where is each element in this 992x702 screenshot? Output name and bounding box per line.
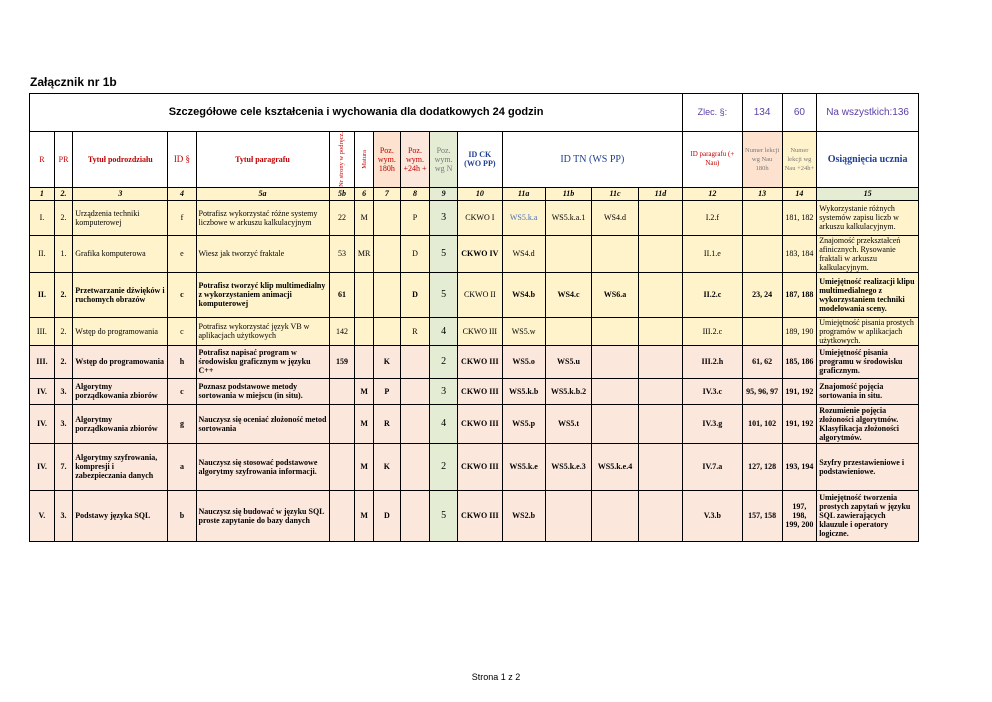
header-poz24: Poz. wym. +24h + xyxy=(400,132,429,188)
row-tn-b: WS5.k.a.1 xyxy=(545,200,592,235)
row-lesson180: 157, 158 xyxy=(742,490,782,541)
row-pr: 3. xyxy=(54,404,72,443)
row-lesson24: 181, 182 xyxy=(782,200,817,235)
row-pr: 2. xyxy=(54,317,72,345)
colnum: 13 xyxy=(742,187,782,200)
row-page xyxy=(329,378,355,404)
row-tn-b: WS5.u xyxy=(545,345,592,378)
row-tn-c xyxy=(592,317,639,345)
colnum: 12 xyxy=(683,187,742,200)
row-tn-a: WS5.w xyxy=(502,317,545,345)
row-r: I. xyxy=(30,200,55,235)
colnum: 3 xyxy=(73,187,168,200)
table-row xyxy=(30,378,919,404)
row-page: 142 xyxy=(329,317,355,345)
row-pr: 2. xyxy=(54,272,72,317)
colnum: 15 xyxy=(817,187,919,200)
colnum: 1 xyxy=(30,187,55,200)
row-subsection: Algorytmy szyfrowania, kompresji i zabezpieczania danych xyxy=(73,443,168,490)
zlec-label: Zlec. §: xyxy=(683,94,742,132)
table-row xyxy=(30,404,919,443)
row-paragraph: Potrafisz wykorzystać różne systemy liczbowe w arkuszu kalkulacyjnym xyxy=(196,200,329,235)
row-lesson180: 101, 102 xyxy=(742,404,782,443)
row-id: c xyxy=(168,317,196,345)
page-footer: Strona 1 z 2 xyxy=(471,672,521,682)
row-matura: M xyxy=(355,200,373,235)
row-page xyxy=(329,490,355,541)
row-matura: M xyxy=(355,490,373,541)
title-row xyxy=(30,94,919,132)
row-paragraph: Potrafisz wykorzystać język VB w aplikacjach użytkowych xyxy=(196,317,329,345)
colnum: 8 xyxy=(400,187,429,200)
row-tn-d xyxy=(638,272,682,317)
row-lesson180 xyxy=(742,200,782,235)
row-id: a xyxy=(168,443,196,490)
row-matura xyxy=(355,272,373,317)
row-tn-d xyxy=(638,443,682,490)
row-poz180 xyxy=(373,317,400,345)
row-matura: MR xyxy=(355,235,373,272)
row-pr: 2. xyxy=(54,345,72,378)
row-tn-d xyxy=(638,200,682,235)
table-row xyxy=(30,272,919,317)
row-subsection: Algorytmy porządkowania zbiorów xyxy=(73,378,168,404)
row-poz24 xyxy=(400,378,429,404)
row-matura: M xyxy=(355,443,373,490)
row-r: III. xyxy=(30,317,55,345)
row-poz180: R xyxy=(373,404,400,443)
header-row xyxy=(30,132,919,188)
header-subsection: Tytuł podrozdziału xyxy=(73,132,168,188)
row-lesson24: 185, 186 xyxy=(782,345,817,378)
row-matura xyxy=(355,317,373,345)
row-tn-c: WS5.k.e.4 xyxy=(592,443,639,490)
row-page: 53 xyxy=(329,235,355,272)
colnum: 11a xyxy=(502,187,545,200)
row-idck: CKWO III xyxy=(458,317,502,345)
table-row xyxy=(30,317,919,345)
row-paragraph: Potrafisz tworzyć klip multimedialny z wykorzystaniem animacji komputerowej xyxy=(196,272,329,317)
row-page: 159 xyxy=(329,345,355,378)
row-pr: 3. xyxy=(54,490,72,541)
row-achievements: Rozumienie pojęcia złożoności algorytmów. Klasyfikacja złożoności algorytmów. xyxy=(817,404,919,443)
row-poz24 xyxy=(400,443,429,490)
row-poz180 xyxy=(373,272,400,317)
row-matura: M xyxy=(355,378,373,404)
row-paragraph: Nauczysz się budować w języku SQL proste zapytanie do bazy danych xyxy=(196,490,329,541)
header-r: R xyxy=(30,132,55,188)
colnum: 6 xyxy=(355,187,373,200)
colnum: 11b xyxy=(545,187,592,200)
row-page xyxy=(329,404,355,443)
row-tn-a: WS4.b xyxy=(502,272,545,317)
colnum: 5b xyxy=(329,187,355,200)
row-r: III. xyxy=(30,345,55,378)
row-tn-d xyxy=(638,490,682,541)
zlec-value-2: 60 xyxy=(782,94,817,132)
row-tn-a: WS4.d xyxy=(502,235,545,272)
row-id-par-nau: V.3.b xyxy=(683,490,742,541)
column-number-row xyxy=(30,187,919,200)
row-id: f xyxy=(168,200,196,235)
row-id: g xyxy=(168,404,196,443)
row-pozN: 5 xyxy=(430,235,458,272)
annex-title: Załącznik nr 1b xyxy=(30,75,117,89)
row-poz24 xyxy=(400,345,429,378)
row-poz180: D xyxy=(373,490,400,541)
row-tn-a: WS2.b xyxy=(502,490,545,541)
row-paragraph: Poznasz podstawowe metody sortowania w miejscu (in situ). xyxy=(196,378,329,404)
row-id: c xyxy=(168,378,196,404)
row-tn-c xyxy=(592,490,639,541)
table-row xyxy=(30,235,919,272)
row-tn-d xyxy=(638,378,682,404)
header-id-par-nau: ID paragrafu (+ Nau) xyxy=(683,132,742,188)
row-achievements: Znajomość przekształceń afinicznych. Rysowanie fraktali w arkuszu kalkulacyjnym. xyxy=(817,235,919,272)
row-r: IV. xyxy=(30,378,55,404)
row-r: V. xyxy=(30,490,55,541)
row-poz24: R xyxy=(400,317,429,345)
row-r: IV. xyxy=(30,443,55,490)
row-achievements: Umiejętność tworzenia prostych zapytań w języku SQL zawierających klauzule i operatory logiczne. xyxy=(817,490,919,541)
row-tn-d xyxy=(638,317,682,345)
row-paragraph: Nauczysz się oceniać złożoność metod sortowania xyxy=(196,404,329,443)
row-tn-a: WS5.k.a xyxy=(502,200,545,235)
row-pozN: 4 xyxy=(430,404,458,443)
colnum: 11c xyxy=(592,187,639,200)
colnum: 10 xyxy=(458,187,502,200)
row-tn-b xyxy=(545,490,592,541)
row-subsection: Przetwarzanie dźwięków i ruchomych obrazów xyxy=(73,272,168,317)
row-tn-a: WS5.k.b xyxy=(502,378,545,404)
row-idck: CKWO III xyxy=(458,443,502,490)
row-subsection: Wstęp do programowania xyxy=(73,317,168,345)
row-pozN: 3 xyxy=(430,378,458,404)
row-tn-d xyxy=(638,235,682,272)
row-id-par-nau: IV.3.c xyxy=(683,378,742,404)
row-lesson180: 61, 62 xyxy=(742,345,782,378)
row-poz180: P xyxy=(373,378,400,404)
row-pr: 2. xyxy=(54,200,72,235)
row-lesson24: 193, 194 xyxy=(782,443,817,490)
row-page xyxy=(329,443,355,490)
row-pozN: 3 xyxy=(430,200,458,235)
row-pozN: 4 xyxy=(430,317,458,345)
row-tn-a: WS5.p xyxy=(502,404,545,443)
row-matura: M xyxy=(355,404,373,443)
row-poz24 xyxy=(400,404,429,443)
row-id-par-nau: III.2.c xyxy=(683,317,742,345)
row-paragraph: Nauczysz się stosować podstawowe algorytmy szyfrowania informacji. xyxy=(196,443,329,490)
row-achievements: Znajomość pojęcia sortowania in situ. xyxy=(817,378,919,404)
row-id-par-nau: III.2.h xyxy=(683,345,742,378)
row-tn-c xyxy=(592,345,639,378)
row-pr: 1. xyxy=(54,235,72,272)
header-page-no: Nr strony w podręcz. xyxy=(329,132,355,188)
colnum: 4 xyxy=(168,187,196,200)
row-lesson180 xyxy=(742,235,782,272)
row-lesson180: 95, 96, 97 xyxy=(742,378,782,404)
row-idck: CKWO III xyxy=(458,378,502,404)
row-id: h xyxy=(168,345,196,378)
row-poz24: P xyxy=(400,200,429,235)
row-subsection: Grafika komputerowa xyxy=(73,235,168,272)
row-lesson180: 127, 128 xyxy=(742,443,782,490)
row-lesson24: 189, 190 xyxy=(782,317,817,345)
row-idck: CKWO IV xyxy=(458,235,502,272)
row-matura xyxy=(355,345,373,378)
header-poz180: Poz. wym. 180h xyxy=(373,132,400,188)
row-r: IV. xyxy=(30,404,55,443)
table-row xyxy=(30,490,919,541)
row-lesson24: 183, 184 xyxy=(782,235,817,272)
zlec-total: Na wszystkich:136 xyxy=(817,94,919,132)
zlec-value-1: 134 xyxy=(742,94,782,132)
row-tn-b: WS5.t xyxy=(545,404,592,443)
row-id-par-nau: II.1.e xyxy=(683,235,742,272)
row-idck: CKWO III xyxy=(458,404,502,443)
row-r: II. xyxy=(30,235,55,272)
row-id: b xyxy=(168,490,196,541)
row-idck: CKWO II xyxy=(458,272,502,317)
header-idtn: ID TN (WS PP) xyxy=(502,132,683,188)
colnum: 11d xyxy=(638,187,682,200)
header-achievements: Osiągnięcia ucznia xyxy=(817,132,919,188)
row-lesson24: 197, 198, 199, 200 xyxy=(782,490,817,541)
header-lesson180: Numer lekcji wg Nau 180h xyxy=(742,132,782,188)
row-achievements: Szyfry przestawieniowe i podstawieniowe. xyxy=(817,443,919,490)
row-tn-b: WS5.k.e.3 xyxy=(545,443,592,490)
colnum: 14 xyxy=(782,187,817,200)
header-lesson24: Numer lekcji wg Nau +24h+ xyxy=(782,132,817,188)
header-idck: ID CK (WO PP) xyxy=(458,132,502,188)
row-poz24: D xyxy=(400,235,429,272)
header-pozN: Poz. wym. wg N xyxy=(430,132,458,188)
row-id-par-nau: I.2.f xyxy=(683,200,742,235)
header-id-par: ID § xyxy=(168,132,196,188)
table-row xyxy=(30,443,919,490)
header-paragraph: Tytuł paragrafu xyxy=(196,132,329,188)
row-tn-b xyxy=(545,235,592,272)
row-id: e xyxy=(168,235,196,272)
header-matura: Matura xyxy=(355,132,373,188)
colnum: 5a xyxy=(196,187,329,200)
row-tn-a: WS5.o xyxy=(502,345,545,378)
row-tn-c: WS6.a xyxy=(592,272,639,317)
row-id-par-nau: IV.7.a xyxy=(683,443,742,490)
header-pr: PR xyxy=(54,132,72,188)
row-poz180: K xyxy=(373,345,400,378)
row-tn-d xyxy=(638,345,682,378)
row-id-par-nau: IV.3.g xyxy=(683,404,742,443)
row-id-par-nau: II.2.c xyxy=(683,272,742,317)
row-achievements: Wykorzystanie różnych systemów zapisu liczb w arkuszu kalkulacyjnym. xyxy=(817,200,919,235)
row-pozN: 5 xyxy=(430,272,458,317)
row-lesson24: 191, 192 xyxy=(782,378,817,404)
colnum: 7 xyxy=(373,187,400,200)
colnum: 9 xyxy=(430,187,458,200)
row-subsection: Algorytmy porządkowania zbiorów xyxy=(73,404,168,443)
table-row xyxy=(30,345,919,378)
colnum: 2. xyxy=(54,187,72,200)
row-pozN: 5 xyxy=(430,490,458,541)
row-page: 22 xyxy=(329,200,355,235)
row-achievements: Umiejętność pisania prostych programów w aplikacjach użytkowych. xyxy=(817,317,919,345)
row-tn-a: WS5.k.e xyxy=(502,443,545,490)
table-title: Szczegółowe cele kształcenia i wychowania dla dodatkowych 24 godzin xyxy=(30,94,683,132)
row-subsection: Wstęp do programowania xyxy=(73,345,168,378)
row-lesson180: 23, 24 xyxy=(742,272,782,317)
row-tn-c: WS4.d xyxy=(592,200,639,235)
row-paragraph: Potrafisz napisać program w środowisku graficznym w języku C++ xyxy=(196,345,329,378)
row-pozN: 2 xyxy=(430,345,458,378)
row-idck: CKWO III xyxy=(458,345,502,378)
objectives-table xyxy=(29,93,919,542)
row-subsection: Podstawy języka SQL xyxy=(73,490,168,541)
row-pr: 7. xyxy=(54,443,72,490)
row-idck: CKWO I xyxy=(458,200,502,235)
row-poz180 xyxy=(373,235,400,272)
row-r: II. xyxy=(30,272,55,317)
row-tn-d xyxy=(638,404,682,443)
row-tn-c xyxy=(592,404,639,443)
row-tn-b: WS4.c xyxy=(545,272,592,317)
row-paragraph: Wiesz jak tworzyć fraktale xyxy=(196,235,329,272)
table-row xyxy=(30,200,919,235)
row-subsection: Urządzenia techniki komputerowej xyxy=(73,200,168,235)
row-pozN: 2 xyxy=(430,443,458,490)
row-pr: 3. xyxy=(54,378,72,404)
row-lesson180 xyxy=(742,317,782,345)
row-tn-c xyxy=(592,235,639,272)
row-idck: CKWO III xyxy=(458,490,502,541)
row-lesson24: 191, 192 xyxy=(782,404,817,443)
row-tn-b xyxy=(545,317,592,345)
row-poz180 xyxy=(373,200,400,235)
row-poz180: K xyxy=(373,443,400,490)
row-id: c xyxy=(168,272,196,317)
row-tn-b: WS5.k.b.2 xyxy=(545,378,592,404)
row-poz24: D xyxy=(400,272,429,317)
row-poz24 xyxy=(400,490,429,541)
row-achievements: Umiejętność pisania programu w środowisku graficznym. xyxy=(817,345,919,378)
row-tn-c xyxy=(592,378,639,404)
row-achievements: Umiejętność realizacji klipu multimedialnego z wykorzystaniem techniki modelowania sceny. xyxy=(817,272,919,317)
row-lesson24: 187, 188 xyxy=(782,272,817,317)
row-page: 61 xyxy=(329,272,355,317)
